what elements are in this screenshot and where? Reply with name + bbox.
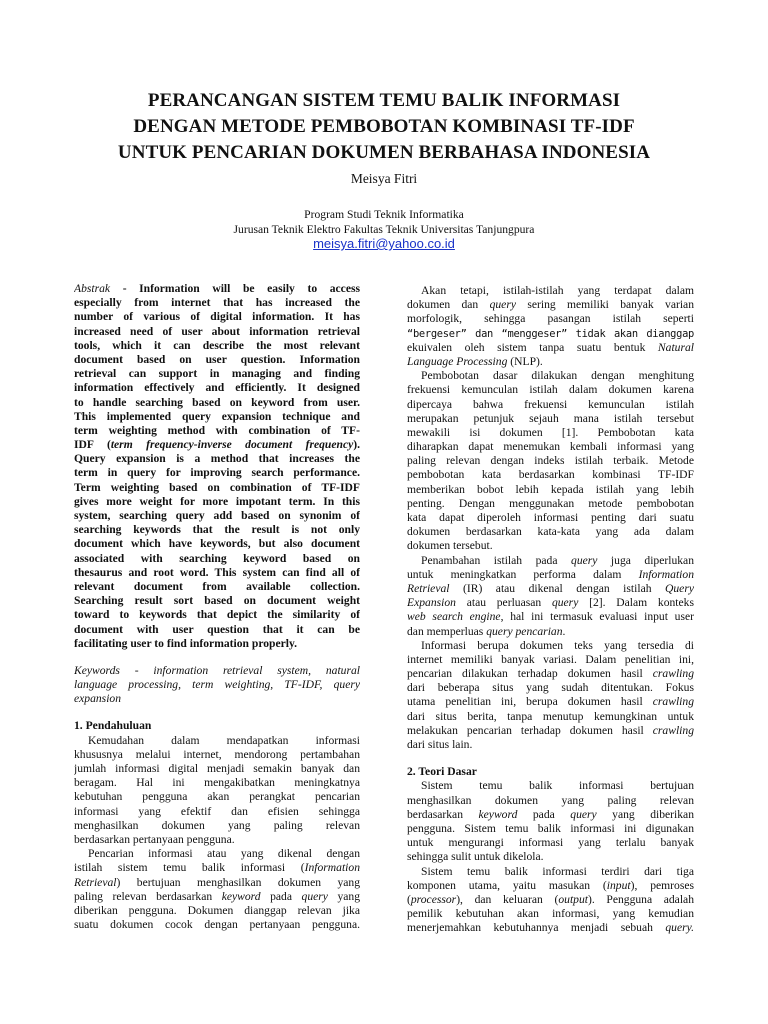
paragraph: Informasi berupa dokumen teks yang tersedia di internet memiliki banyak variasi. Dalam penelitian ini, pencarian dilakukan terhadap dokumen hasil crawling dari beberapa situs yang sudah ditentukan. Fokus utama penelitian ini, berupa dokumen hasil crawling dari situs berita, tanpa menutup kemungkinan untuk melakukan pencarian terhadap dokumen hasil crawling dari situs lain.: [407, 638, 694, 751]
affiliation-line: Program Studi Teknik Informatika: [304, 208, 464, 221]
keywords: Keywords - information retrieval system, natural language processing, term weighting, TF-IDF, query expansion: [74, 663, 360, 706]
email-link[interactable]: meisya.fitri@yahoo.co.id: [313, 236, 455, 251]
section-2-heading: 2. Teori Dasar: [407, 765, 477, 779]
paragraph: Akan tetapi, istilah-istilah yang terdapat dalam dokumen dan query sering memiliki banyak varian morfologik, sehingga pasangan istilah seperti “bergeser” dan “menggeser” tidak akan dianggap ekuivalen oleh sistem tanpa suatu bentuk Natural Language Processing (NLP).: [407, 284, 694, 368]
author-name: Meisya Fitri: [350, 171, 418, 186]
author-email[interactable]: [0, 236, 768, 251]
affiliation-line: Jurusan Teknik Elektro Fakultas Teknik Universitas Tanjungpura: [233, 223, 535, 236]
section-1-body: Kemudahan dalam mendapatkan informasi khususnya melalui internet, mendorong pertambahan jumlah informasi digital menjadi semakin banyak dan beragam. Hal ini mengakibatkan meningkatnya kebutuhan pengguna akan perangkat pencarian informasi yang efektif dan efisien sehingga menghasilkan dokumen yang paling relevan berdasarkan pertanyaan pengguna. Pencarian informasi atau yang dikenal dengan istilah sistem temu balik informasi (Information Retrieval) bertujuan menghasilkan dokumen yang paling relevan berdasarkan keyword pada query yang diberikan pengguna. Dokumen dianggap relevan jika suatu dokumen cocok dengan pertanyaan pengguna.: [74, 733, 360, 932]
section-1-heading: 1. Pendahuluan: [74, 719, 152, 733]
paragraph: Pembobotan dasar dilakukan dengan menghitung frekuensi kemunculan istilah dalam dokumen karena dipercaya bahwa frekuensi kemunculan istilah merupakan petunjuk sejauh mana istilah tersebut mewakili isi dokumen [1]. Pembobotan kata diharapkan dapat menemukan kembali informasi yang paling relevan dengan indeks istilah terbaik. Metode pembobotan kata berdasarkan kombinasi TF-IDF memberikan bobot lebih kepada istilah yang lebih penting. Dengan menggunakan metode pembobotan kata dapat diperoleh informasi penting dari suatu dokumen berdasarkan kata-kata yang ada dalam dokumen tersebut.: [407, 369, 694, 553]
paragraph: Penambahan istilah pada query juga diperlukan untuk meningkatkan performa dalam Information Retrieval (IR) atau dikenal dengan istilah Query Expansion atau perluasan query [2]. Dalam konteks web search engine, hal ini termasuk evaluasi input user dan memperluas query pencarian.: [407, 553, 694, 638]
title-line: DENGAN METODE PEMBOBOTAN KOMBINASI TF-IDF: [133, 116, 635, 137]
left-column: [74, 282, 360, 932]
right-column: [407, 284, 694, 935]
title-line: UNTUK PENCARIAN DOKUMEN BERBAHASA INDONESIA: [117, 142, 651, 163]
paper-title: [60, 88, 708, 166]
affiliation: [0, 207, 768, 237]
section-2-body: Sistem temu balik informasi bertujuan menghasilkan dokumen yang paling relevan berdasarkan keyword pada query yang diberikan pengguna. Sistem temu balik informasi ini digunakan untuk mengurangi informasi yang terlalu banyak sehingga sulit untuk dikelola. Sistem temu balik informasi terdiri dari tiga komponen utama, yaitu masukan (input), pemroses (processor), dan keluaran (output). Pengguna adalah pemilik kebutuhan akan informasi, yang kemudian menerjemahkan kebutuhannya menjadi sebuah query.: [407, 779, 694, 935]
abstract-label: Abstrak: [74, 282, 111, 295]
abstract: Abstrak - Information will be easily to access especially from internet that has increased the number of various of digital information. It has increased need of user about information retrieval tools, which it can describe the most relevant document based on user question. Information retrieval can support in managing and finding information effectively and efficiently. It designed to handle searching based on keyword from user. This implemented query expansion technique and term weighting method with combination of TF- IDF (term frequency-inverse document frequency). Query expansion is a method that increases the term in query for improving search performance. Term weighting based on combination of TF-IDF gives more weight for more impotant term. In this system, searching query add based on synonim of searching keywords that the result is not only document which have keywords, but also document associated with searching keyword based on thesaurus and root word. This system can find all of relevant document from available collection. Searching result sort based on document weight toward to keywords that depict the similarity of document with user question that it can be facilitating user to find information properly.: [74, 282, 360, 650]
title-line: PERANCANGAN SISTEM TEMU BALIK INFORMASI: [147, 90, 621, 111]
